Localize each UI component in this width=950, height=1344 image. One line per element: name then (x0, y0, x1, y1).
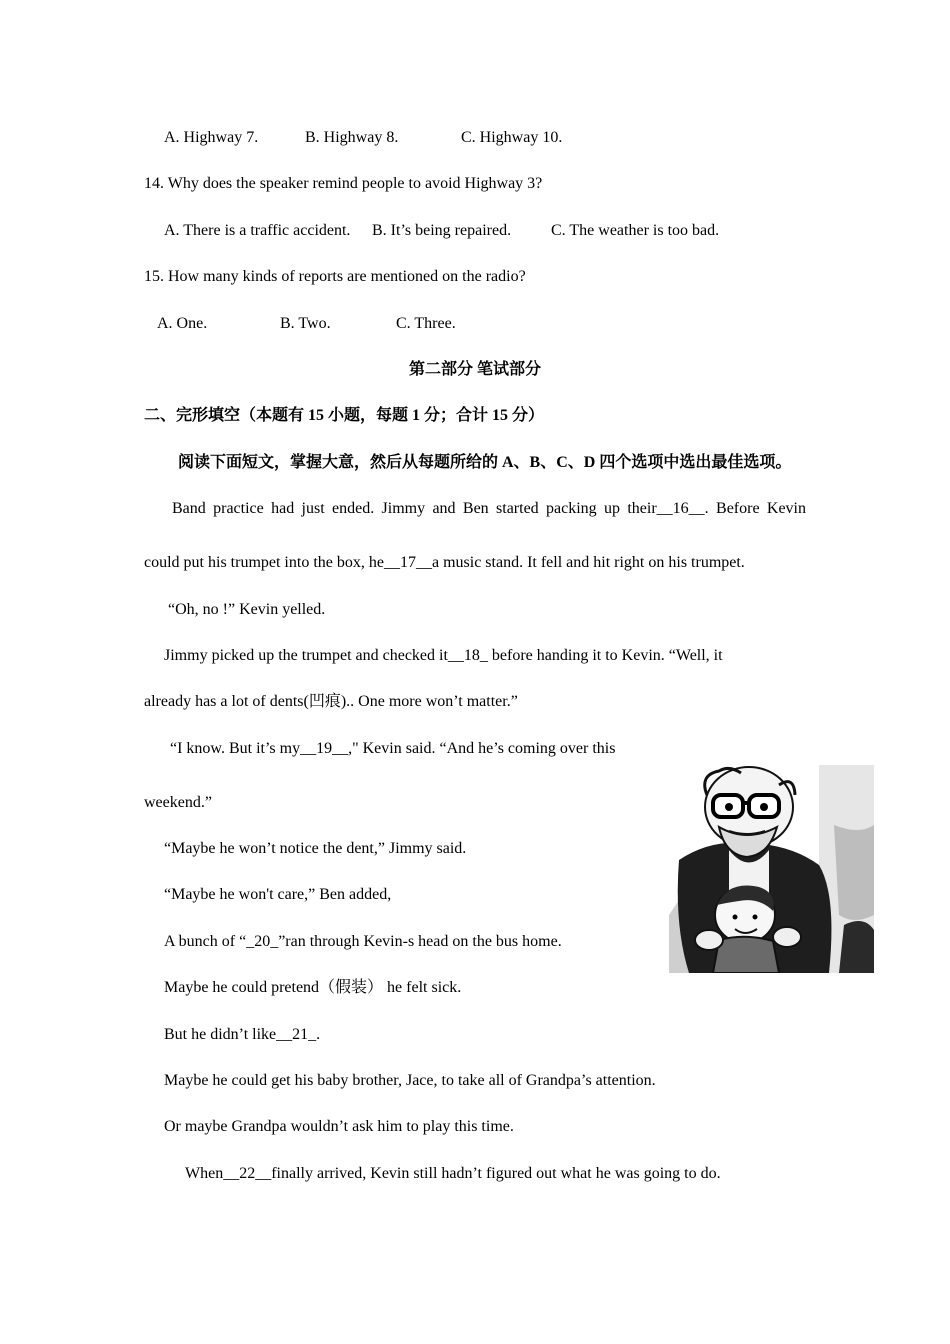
passage-line-7: weekend.” (144, 794, 212, 811)
passage-line-9: “Maybe he won't care,” Ben added, (164, 886, 392, 903)
passage-line-12: But he didn’t like__21_. (164, 1026, 321, 1043)
blank-16: __16__ (656, 500, 705, 517)
q14-option-a: A. There is a traffic accident. (164, 222, 351, 239)
q14-option-b: B. It’s being repaired. (372, 222, 512, 239)
blank-17: __17__ (383, 554, 432, 571)
passage-line-11: Maybe he could pretend（假装） he felt sick. (164, 979, 462, 996)
passage-line-14: Or maybe Grandpa wouldn’t ask him to play this time. (164, 1118, 514, 1135)
q13-option-a: A. Highway 7. (164, 129, 259, 146)
section-title: 二、完形填空（本题有 15 小题，每题 1 分；合计 15 分） (144, 407, 545, 424)
passage-line-10: A bunch of “_20_”ran through Kevin-s head on the bus home. (164, 933, 562, 950)
passage-line-4: Jimmy picked up the trumpet and checked it__18_ before handing it to Kevin. “Well, it (164, 647, 723, 664)
q15-option-c: C. Three. (396, 315, 456, 332)
q15-option-b: B. Two. (280, 315, 331, 332)
q13-option-b: B. Highway 8. (305, 129, 399, 146)
passage-line-6: “I know. But it’s my__19__," Kevin said. “And he’s coming over this (170, 740, 616, 757)
q15-question: 15. How many kinds of reports are mentioned on the radio? (144, 268, 526, 285)
passage-line-3: “Oh, no !” Kevin yelled. (168, 601, 326, 618)
q13-option-c: C. Highway 10. (461, 129, 563, 146)
blank-22: __22__ (223, 1165, 272, 1182)
passage-line-13: Maybe he could get his baby brother, Jace, to take all of Grandpa’s attention. (164, 1072, 656, 1089)
passage-line-2: could put his trumpet into the box, he__17__a music stand. It fell and hit right on his trumpet. (144, 554, 745, 571)
passage-line-15: When__22__finally arrived, Kevin still hadn’t figured out what he was going to do. (185, 1165, 721, 1182)
part2-title: 第二部分 笔试部分 (408, 361, 541, 378)
q14-question: 14. Why does the speaker remind people to avoid Highway 3? (144, 175, 543, 192)
blank-20: _20_ (246, 933, 279, 950)
q15-option-a: A. One. (157, 315, 208, 332)
q14-option-c: C. The weather is too bad. (551, 222, 720, 239)
instructions: 阅读下面短文，掌握大意，然后从每题所给的 A、B、C、D 四个选项中选出最佳选项。 (178, 454, 792, 471)
blank-19: __19__ (300, 740, 349, 757)
passage-line-5: already has a lot of dents(凹痕).. One more won’t matter.” (144, 693, 518, 710)
passage-line-8: “Maybe he won’t notice the dent,” Jimmy said. (164, 840, 467, 857)
grandpa-and-boy-illustration (669, 765, 874, 973)
blank-21: __21_ (276, 1026, 317, 1043)
passage-line-1: Band practice had just ended. Jimmy and Ben started packing up their__16__. Before Kevin (172, 500, 806, 517)
blank-18: __18_ (447, 647, 488, 664)
